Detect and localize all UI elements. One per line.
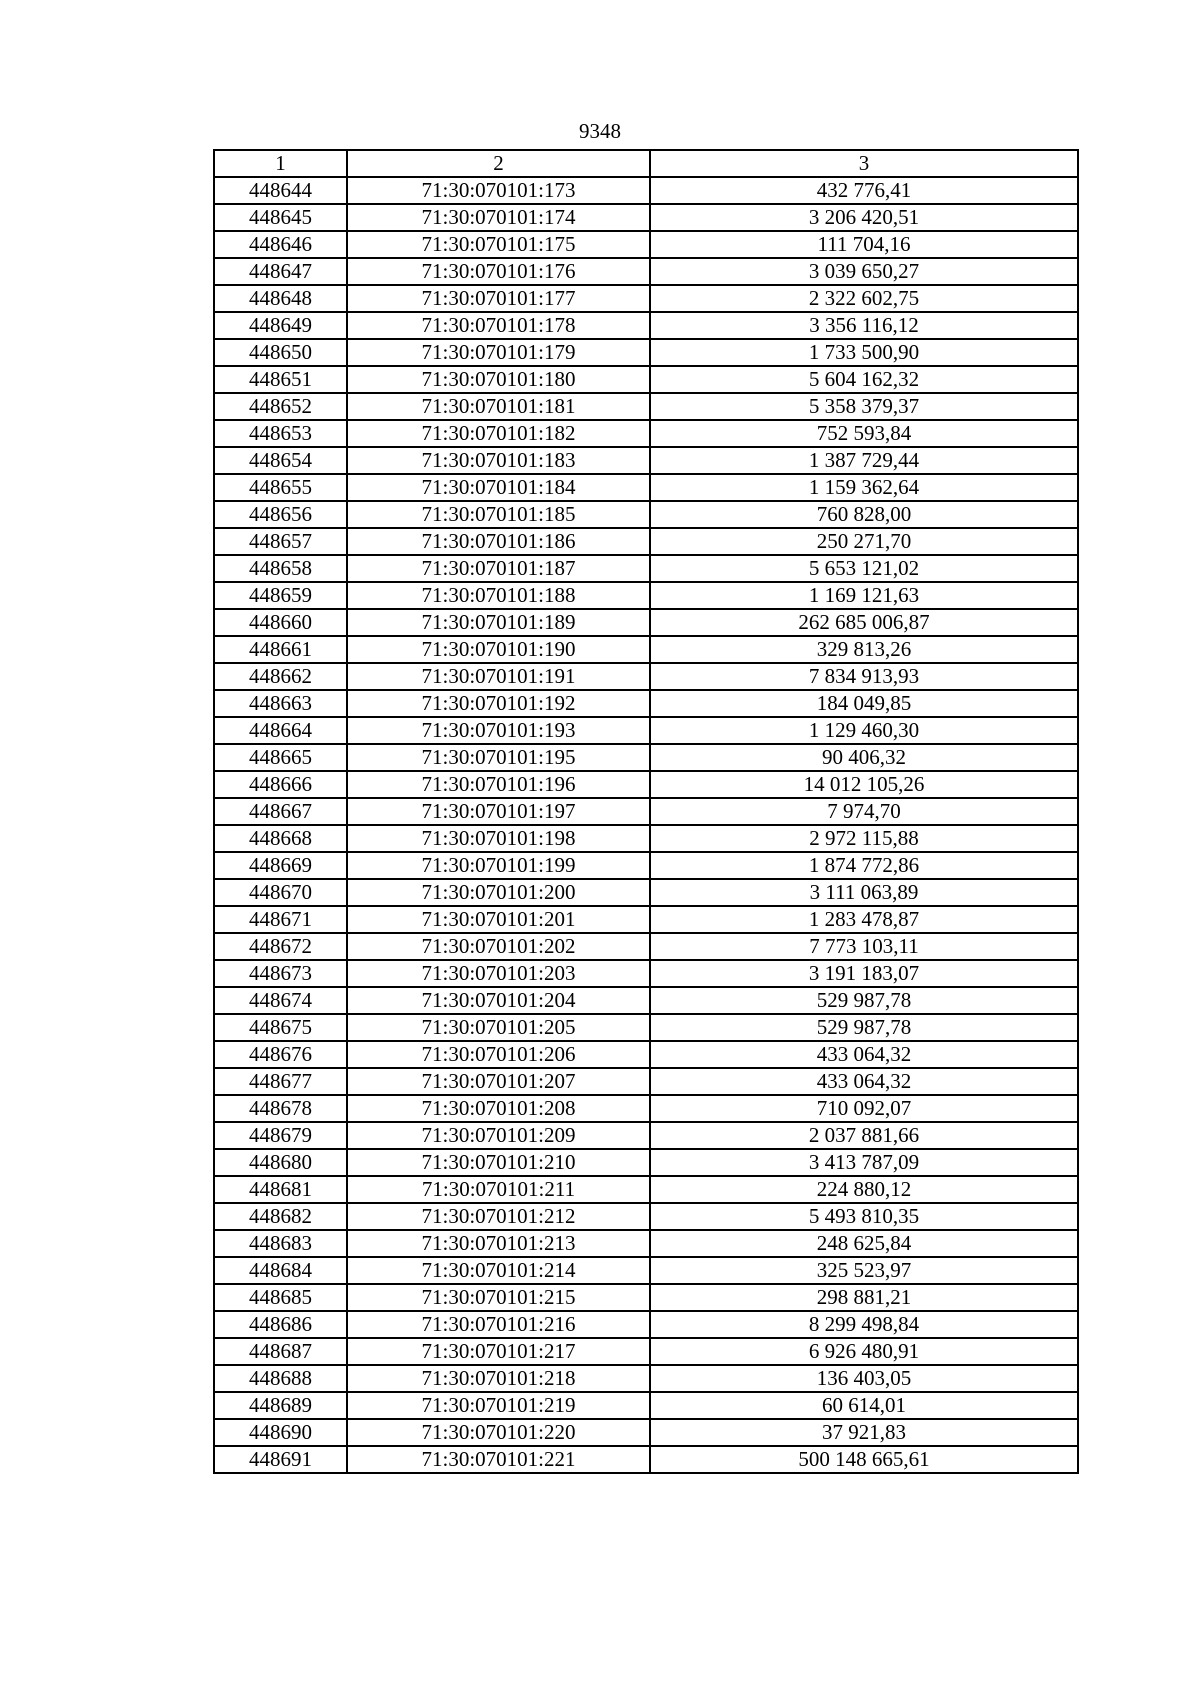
column-header-1: 1 bbox=[214, 150, 347, 177]
table-row bbox=[214, 1284, 1078, 1311]
table-row bbox=[214, 717, 1078, 744]
table-row bbox=[214, 1419, 1078, 1446]
row-number-cell: 448686 bbox=[214, 1311, 347, 1338]
table-row bbox=[214, 447, 1078, 474]
table-header bbox=[214, 150, 1078, 177]
cadastral-number-cell: 71:30:070101:189 bbox=[347, 609, 650, 636]
table-row bbox=[214, 1041, 1078, 1068]
table-row bbox=[214, 771, 1078, 798]
value-cell: 8 299 498,84 bbox=[650, 1311, 1078, 1338]
value-cell: 710 092,07 bbox=[650, 1095, 1078, 1122]
cadastral-number-cell: 71:30:070101:221 bbox=[347, 1446, 650, 1473]
cadastral-number-cell: 71:30:070101:201 bbox=[347, 906, 650, 933]
table-row bbox=[214, 690, 1078, 717]
row-number-cell: 448689 bbox=[214, 1392, 347, 1419]
value-cell: 529 987,78 bbox=[650, 987, 1078, 1014]
row-number-cell: 448659 bbox=[214, 582, 347, 609]
cadastral-number-cell: 71:30:070101:203 bbox=[347, 960, 650, 987]
row-number-cell: 448687 bbox=[214, 1338, 347, 1365]
table-row bbox=[214, 177, 1078, 204]
row-number-cell: 448683 bbox=[214, 1230, 347, 1257]
table-row bbox=[214, 258, 1078, 285]
row-number-cell: 448690 bbox=[214, 1419, 347, 1446]
table-row bbox=[214, 312, 1078, 339]
table-row bbox=[214, 366, 1078, 393]
value-cell: 752 593,84 bbox=[650, 420, 1078, 447]
table-row bbox=[214, 852, 1078, 879]
value-cell: 136 403,05 bbox=[650, 1365, 1078, 1392]
table-body bbox=[214, 177, 1078, 1473]
table-row bbox=[214, 1203, 1078, 1230]
cadastral-number-cell: 71:30:070101:211 bbox=[347, 1176, 650, 1203]
row-number-cell: 448670 bbox=[214, 879, 347, 906]
cadastral-number-cell: 71:30:070101:218 bbox=[347, 1365, 650, 1392]
row-number-cell: 448647 bbox=[214, 258, 347, 285]
cadastral-number-cell: 71:30:070101:198 bbox=[347, 825, 650, 852]
value-cell: 7 834 913,93 bbox=[650, 663, 1078, 690]
value-cell: 1 169 121,63 bbox=[650, 582, 1078, 609]
cadastral-number-cell: 71:30:070101:178 bbox=[347, 312, 650, 339]
cadastral-number-cell: 71:30:070101:193 bbox=[347, 717, 650, 744]
row-number-cell: 448684 bbox=[214, 1257, 347, 1284]
value-cell: 224 880,12 bbox=[650, 1176, 1078, 1203]
cadastral-number-cell: 71:30:070101:183 bbox=[347, 447, 650, 474]
page-number: 9348 bbox=[579, 119, 621, 143]
data-table bbox=[213, 149, 1079, 1474]
table-row bbox=[214, 744, 1078, 771]
row-number-cell: 448672 bbox=[214, 933, 347, 960]
cadastral-number-cell: 71:30:070101:214 bbox=[347, 1257, 650, 1284]
cadastral-number-cell: 71:30:070101:199 bbox=[347, 852, 650, 879]
value-cell: 432 776,41 bbox=[650, 177, 1078, 204]
cadastral-number-cell: 71:30:070101:191 bbox=[347, 663, 650, 690]
cadastral-number-cell: 71:30:070101:213 bbox=[347, 1230, 650, 1257]
row-number-cell: 448665 bbox=[214, 744, 347, 771]
row-number-cell: 448648 bbox=[214, 285, 347, 312]
cadastral-number-cell: 71:30:070101:177 bbox=[347, 285, 650, 312]
table-row bbox=[214, 879, 1078, 906]
cadastral-number-cell: 71:30:070101:219 bbox=[347, 1392, 650, 1419]
value-cell: 248 625,84 bbox=[650, 1230, 1078, 1257]
cadastral-number-cell: 71:30:070101:208 bbox=[347, 1095, 650, 1122]
row-number-cell: 448669 bbox=[214, 852, 347, 879]
cadastral-number-cell: 71:30:070101:206 bbox=[347, 1041, 650, 1068]
table-row bbox=[214, 1122, 1078, 1149]
value-cell: 2 322 602,75 bbox=[650, 285, 1078, 312]
row-number-cell: 448668 bbox=[214, 825, 347, 852]
cadastral-number-cell: 71:30:070101:184 bbox=[347, 474, 650, 501]
cadastral-number-cell: 71:30:070101:200 bbox=[347, 879, 650, 906]
table-row bbox=[214, 420, 1078, 447]
row-number-cell: 448662 bbox=[214, 663, 347, 690]
table-row bbox=[214, 1014, 1078, 1041]
value-cell: 3 413 787,09 bbox=[650, 1149, 1078, 1176]
value-cell: 2 972 115,88 bbox=[650, 825, 1078, 852]
table-row bbox=[214, 1365, 1078, 1392]
table-row bbox=[214, 1230, 1078, 1257]
cadastral-number-cell: 71:30:070101:210 bbox=[347, 1149, 650, 1176]
row-number-cell: 448671 bbox=[214, 906, 347, 933]
header-row bbox=[214, 150, 1078, 177]
table-row bbox=[214, 825, 1078, 852]
row-number-cell: 448650 bbox=[214, 339, 347, 366]
value-cell: 1 874 772,86 bbox=[650, 852, 1078, 879]
value-cell: 325 523,97 bbox=[650, 1257, 1078, 1284]
row-number-cell: 448691 bbox=[214, 1446, 347, 1473]
cadastral-number-cell: 71:30:070101:176 bbox=[347, 258, 650, 285]
row-number-cell: 448676 bbox=[214, 1041, 347, 1068]
value-cell: 1 733 500,90 bbox=[650, 339, 1078, 366]
value-cell: 5 604 162,32 bbox=[650, 366, 1078, 393]
row-number-cell: 448667 bbox=[214, 798, 347, 825]
cadastral-number-cell: 71:30:070101:220 bbox=[347, 1419, 650, 1446]
table-row bbox=[214, 1149, 1078, 1176]
cadastral-number-cell: 71:30:070101:190 bbox=[347, 636, 650, 663]
row-number-cell: 448682 bbox=[214, 1203, 347, 1230]
table-row bbox=[214, 906, 1078, 933]
value-cell: 529 987,78 bbox=[650, 1014, 1078, 1041]
cadastral-number-cell: 71:30:070101:181 bbox=[347, 393, 650, 420]
row-number-cell: 448649 bbox=[214, 312, 347, 339]
value-cell: 184 049,85 bbox=[650, 690, 1078, 717]
value-cell: 2 037 881,66 bbox=[650, 1122, 1078, 1149]
cadastral-number-cell: 71:30:070101:204 bbox=[347, 987, 650, 1014]
table-row bbox=[214, 474, 1078, 501]
value-cell: 3 111 063,89 bbox=[650, 879, 1078, 906]
row-number-cell: 448661 bbox=[214, 636, 347, 663]
table-row bbox=[214, 1446, 1078, 1473]
row-number-cell: 448645 bbox=[214, 204, 347, 231]
value-cell: 3 039 650,27 bbox=[650, 258, 1078, 285]
row-number-cell: 448651 bbox=[214, 366, 347, 393]
column-header-2: 2 bbox=[347, 150, 650, 177]
row-number-cell: 448657 bbox=[214, 528, 347, 555]
cadastral-number-cell: 71:30:070101:207 bbox=[347, 1068, 650, 1095]
table-row bbox=[214, 1311, 1078, 1338]
value-cell: 90 406,32 bbox=[650, 744, 1078, 771]
row-number-cell: 448674 bbox=[214, 987, 347, 1014]
row-number-cell: 448679 bbox=[214, 1122, 347, 1149]
table-row bbox=[214, 987, 1078, 1014]
value-cell: 5 358 379,37 bbox=[650, 393, 1078, 420]
table-row bbox=[214, 231, 1078, 258]
row-number-cell: 448644 bbox=[214, 177, 347, 204]
row-number-cell: 448673 bbox=[214, 960, 347, 987]
value-cell: 1 283 478,87 bbox=[650, 906, 1078, 933]
cadastral-number-cell: 71:30:070101:209 bbox=[347, 1122, 650, 1149]
value-cell: 3 191 183,07 bbox=[650, 960, 1078, 987]
table-row bbox=[214, 555, 1078, 582]
table-row bbox=[214, 1095, 1078, 1122]
table-row bbox=[214, 1392, 1078, 1419]
value-cell: 14 012 105,26 bbox=[650, 771, 1078, 798]
table-row bbox=[214, 798, 1078, 825]
cadastral-number-cell: 71:30:070101:192 bbox=[347, 690, 650, 717]
cadastral-number-cell: 71:30:070101:197 bbox=[347, 798, 650, 825]
row-number-cell: 448663 bbox=[214, 690, 347, 717]
cadastral-number-cell: 71:30:070101:187 bbox=[347, 555, 650, 582]
value-cell: 3 206 420,51 bbox=[650, 204, 1078, 231]
table-row bbox=[214, 609, 1078, 636]
cadastral-number-cell: 71:30:070101:188 bbox=[347, 582, 650, 609]
cadastral-number-cell: 71:30:070101:175 bbox=[347, 231, 650, 258]
cadastral-number-cell: 71:30:070101:182 bbox=[347, 420, 650, 447]
table-row bbox=[214, 933, 1078, 960]
value-cell: 1 129 460,30 bbox=[650, 717, 1078, 744]
value-cell: 5 653 121,02 bbox=[650, 555, 1078, 582]
value-cell: 298 881,21 bbox=[650, 1284, 1078, 1311]
table-row bbox=[214, 1068, 1078, 1095]
value-cell: 7 974,70 bbox=[650, 798, 1078, 825]
value-cell: 37 921,83 bbox=[650, 1419, 1078, 1446]
table-row bbox=[214, 663, 1078, 690]
row-number-cell: 448678 bbox=[214, 1095, 347, 1122]
value-cell: 6 926 480,91 bbox=[650, 1338, 1078, 1365]
value-cell: 250 271,70 bbox=[650, 528, 1078, 555]
cadastral-number-cell: 71:30:070101:186 bbox=[347, 528, 650, 555]
cadastral-number-cell: 71:30:070101:217 bbox=[347, 1338, 650, 1365]
row-number-cell: 448688 bbox=[214, 1365, 347, 1392]
value-cell: 329 813,26 bbox=[650, 636, 1078, 663]
row-number-cell: 448675 bbox=[214, 1014, 347, 1041]
row-number-cell: 448666 bbox=[214, 771, 347, 798]
column-header-3: 3 bbox=[650, 150, 1078, 177]
table-row bbox=[214, 636, 1078, 663]
cadastral-number-cell: 71:30:070101:196 bbox=[347, 771, 650, 798]
cadastral-number-cell: 71:30:070101:212 bbox=[347, 1203, 650, 1230]
table-row bbox=[214, 1338, 1078, 1365]
cadastral-number-cell: 71:30:070101:180 bbox=[347, 366, 650, 393]
row-number-cell: 448646 bbox=[214, 231, 347, 258]
table-row bbox=[214, 204, 1078, 231]
value-cell: 5 493 810,35 bbox=[650, 1203, 1078, 1230]
row-number-cell: 448654 bbox=[214, 447, 347, 474]
row-number-cell: 448681 bbox=[214, 1176, 347, 1203]
table-row bbox=[214, 285, 1078, 312]
value-cell: 3 356 116,12 bbox=[650, 312, 1078, 339]
value-cell: 262 685 006,87 bbox=[650, 609, 1078, 636]
cadastral-number-cell: 71:30:070101:202 bbox=[347, 933, 650, 960]
value-cell: 500 148 665,61 bbox=[650, 1446, 1078, 1473]
row-number-cell: 448655 bbox=[214, 474, 347, 501]
cadastral-number-cell: 71:30:070101:205 bbox=[347, 1014, 650, 1041]
cadastral-number-cell: 71:30:070101:179 bbox=[347, 339, 650, 366]
value-cell: 60 614,01 bbox=[650, 1392, 1078, 1419]
table-row bbox=[214, 582, 1078, 609]
cadastral-number-cell: 71:30:070101:215 bbox=[347, 1284, 650, 1311]
row-number-cell: 448656 bbox=[214, 501, 347, 528]
cadastral-number-cell: 71:30:070101:216 bbox=[347, 1311, 650, 1338]
table-row bbox=[214, 393, 1078, 420]
value-cell: 433 064,32 bbox=[650, 1068, 1078, 1095]
row-number-cell: 448664 bbox=[214, 717, 347, 744]
row-number-cell: 448660 bbox=[214, 609, 347, 636]
value-cell: 760 828,00 bbox=[650, 501, 1078, 528]
row-number-cell: 448658 bbox=[214, 555, 347, 582]
table-row bbox=[214, 501, 1078, 528]
table-row bbox=[214, 960, 1078, 987]
cadastral-number-cell: 71:30:070101:174 bbox=[347, 204, 650, 231]
value-cell: 1 387 729,44 bbox=[650, 447, 1078, 474]
table-row bbox=[214, 1257, 1078, 1284]
cadastral-number-cell: 71:30:070101:185 bbox=[347, 501, 650, 528]
cadastral-number-cell: 71:30:070101:173 bbox=[347, 177, 650, 204]
table-row bbox=[214, 1176, 1078, 1203]
value-cell: 433 064,32 bbox=[650, 1041, 1078, 1068]
row-number-cell: 448685 bbox=[214, 1284, 347, 1311]
row-number-cell: 448677 bbox=[214, 1068, 347, 1095]
value-cell: 1 159 362,64 bbox=[650, 474, 1078, 501]
table-row bbox=[214, 528, 1078, 555]
row-number-cell: 448653 bbox=[214, 420, 347, 447]
cadastral-number-cell: 71:30:070101:195 bbox=[347, 744, 650, 771]
table-row bbox=[214, 339, 1078, 366]
row-number-cell: 448680 bbox=[214, 1149, 347, 1176]
value-cell: 7 773 103,11 bbox=[650, 933, 1078, 960]
value-cell: 111 704,16 bbox=[650, 231, 1078, 258]
row-number-cell: 448652 bbox=[214, 393, 347, 420]
